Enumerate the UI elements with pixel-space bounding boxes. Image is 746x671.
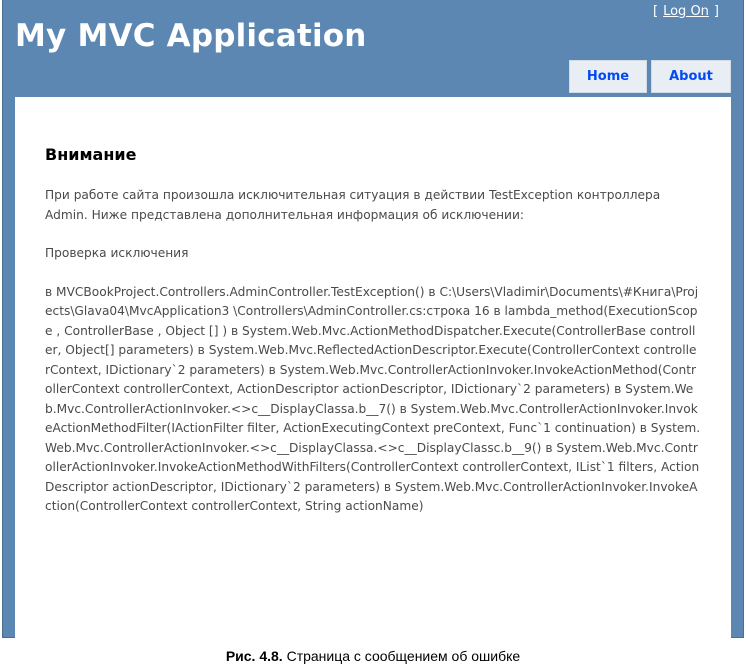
browser-page-frame [2,0,744,638]
figure-caption [0,648,746,664]
stack-trace: в MVCBookProject.Controllers.AdminController.TestException() в C:\Users\Vladimir\Documents\#Книга\Projects\Glava04\MvcApplication3 \Controllers\AdminController.cs:строка 16 в lambda_method(ExecutionScope , ControllerBase , Object [] ) в System.Web.Mvc.ActionMethodDispatcher.Execute(ControllerBase controller, Object[] parameters) в System.Web.Mvc.ReflectedActionDescriptor.Execute(ControllerContext controllerContext, IDictionary`2 parameters) в System.Web.Mvc.ControllerActionInvoker.InvokeActionMethod(ControllerContext controllerContext, ActionDescriptor actionDescriptor, IDictionary`2 parameters) в System.Web.Mvc.ControllerActionInvoker.<>c__DisplayClassa.b__7() в System.Web.Mvc.ControllerActionInvoker.InvokeActionMethodFilter(IActionFilter filter, ActionExecutingContext preContext, Func`1 continuation) в System.Web.Mvc.ControllerActionInvoker.<>c__DisplayClassa.<>c__DisplayClassc.b__9() в System.Web.Mvc.ControllerActionInvoker.InvokeActionMethodWithFilters(ControllerContext controllerContext, IList`1 filters, ActionDescriptor actionDescriptor, IDictionary`2 parameters) в System.Web.Mvc.ControllerActionInvoker.InvokeAction(ControllerContext controllerContext, String actionName) [45,284,701,513]
page-heading: Внимание [45,145,137,164]
error-message: При работе сайта произошла исключительная ситуация в действии TestException контроллера Admin. Ниже представлена дополнительная информация об исключении: [45,188,661,222]
main-menu [569,60,731,93]
main-content [15,97,731,638]
log-on-link[interactable]: Log On [663,4,709,19]
login-open-bracket: [ [653,4,659,19]
exception-message: Проверка исключения [45,246,189,260]
login-close-bracket: ] [713,4,719,19]
figure-caption-text: Страница с сообщением об ошибке [286,648,521,664]
app-title: My MVC Application [15,18,367,54]
tab-about[interactable]: About [651,60,731,93]
tab-home[interactable]: Home [569,60,647,93]
login-display [653,4,719,19]
figure-label: Рис. 4.8. [225,648,283,664]
